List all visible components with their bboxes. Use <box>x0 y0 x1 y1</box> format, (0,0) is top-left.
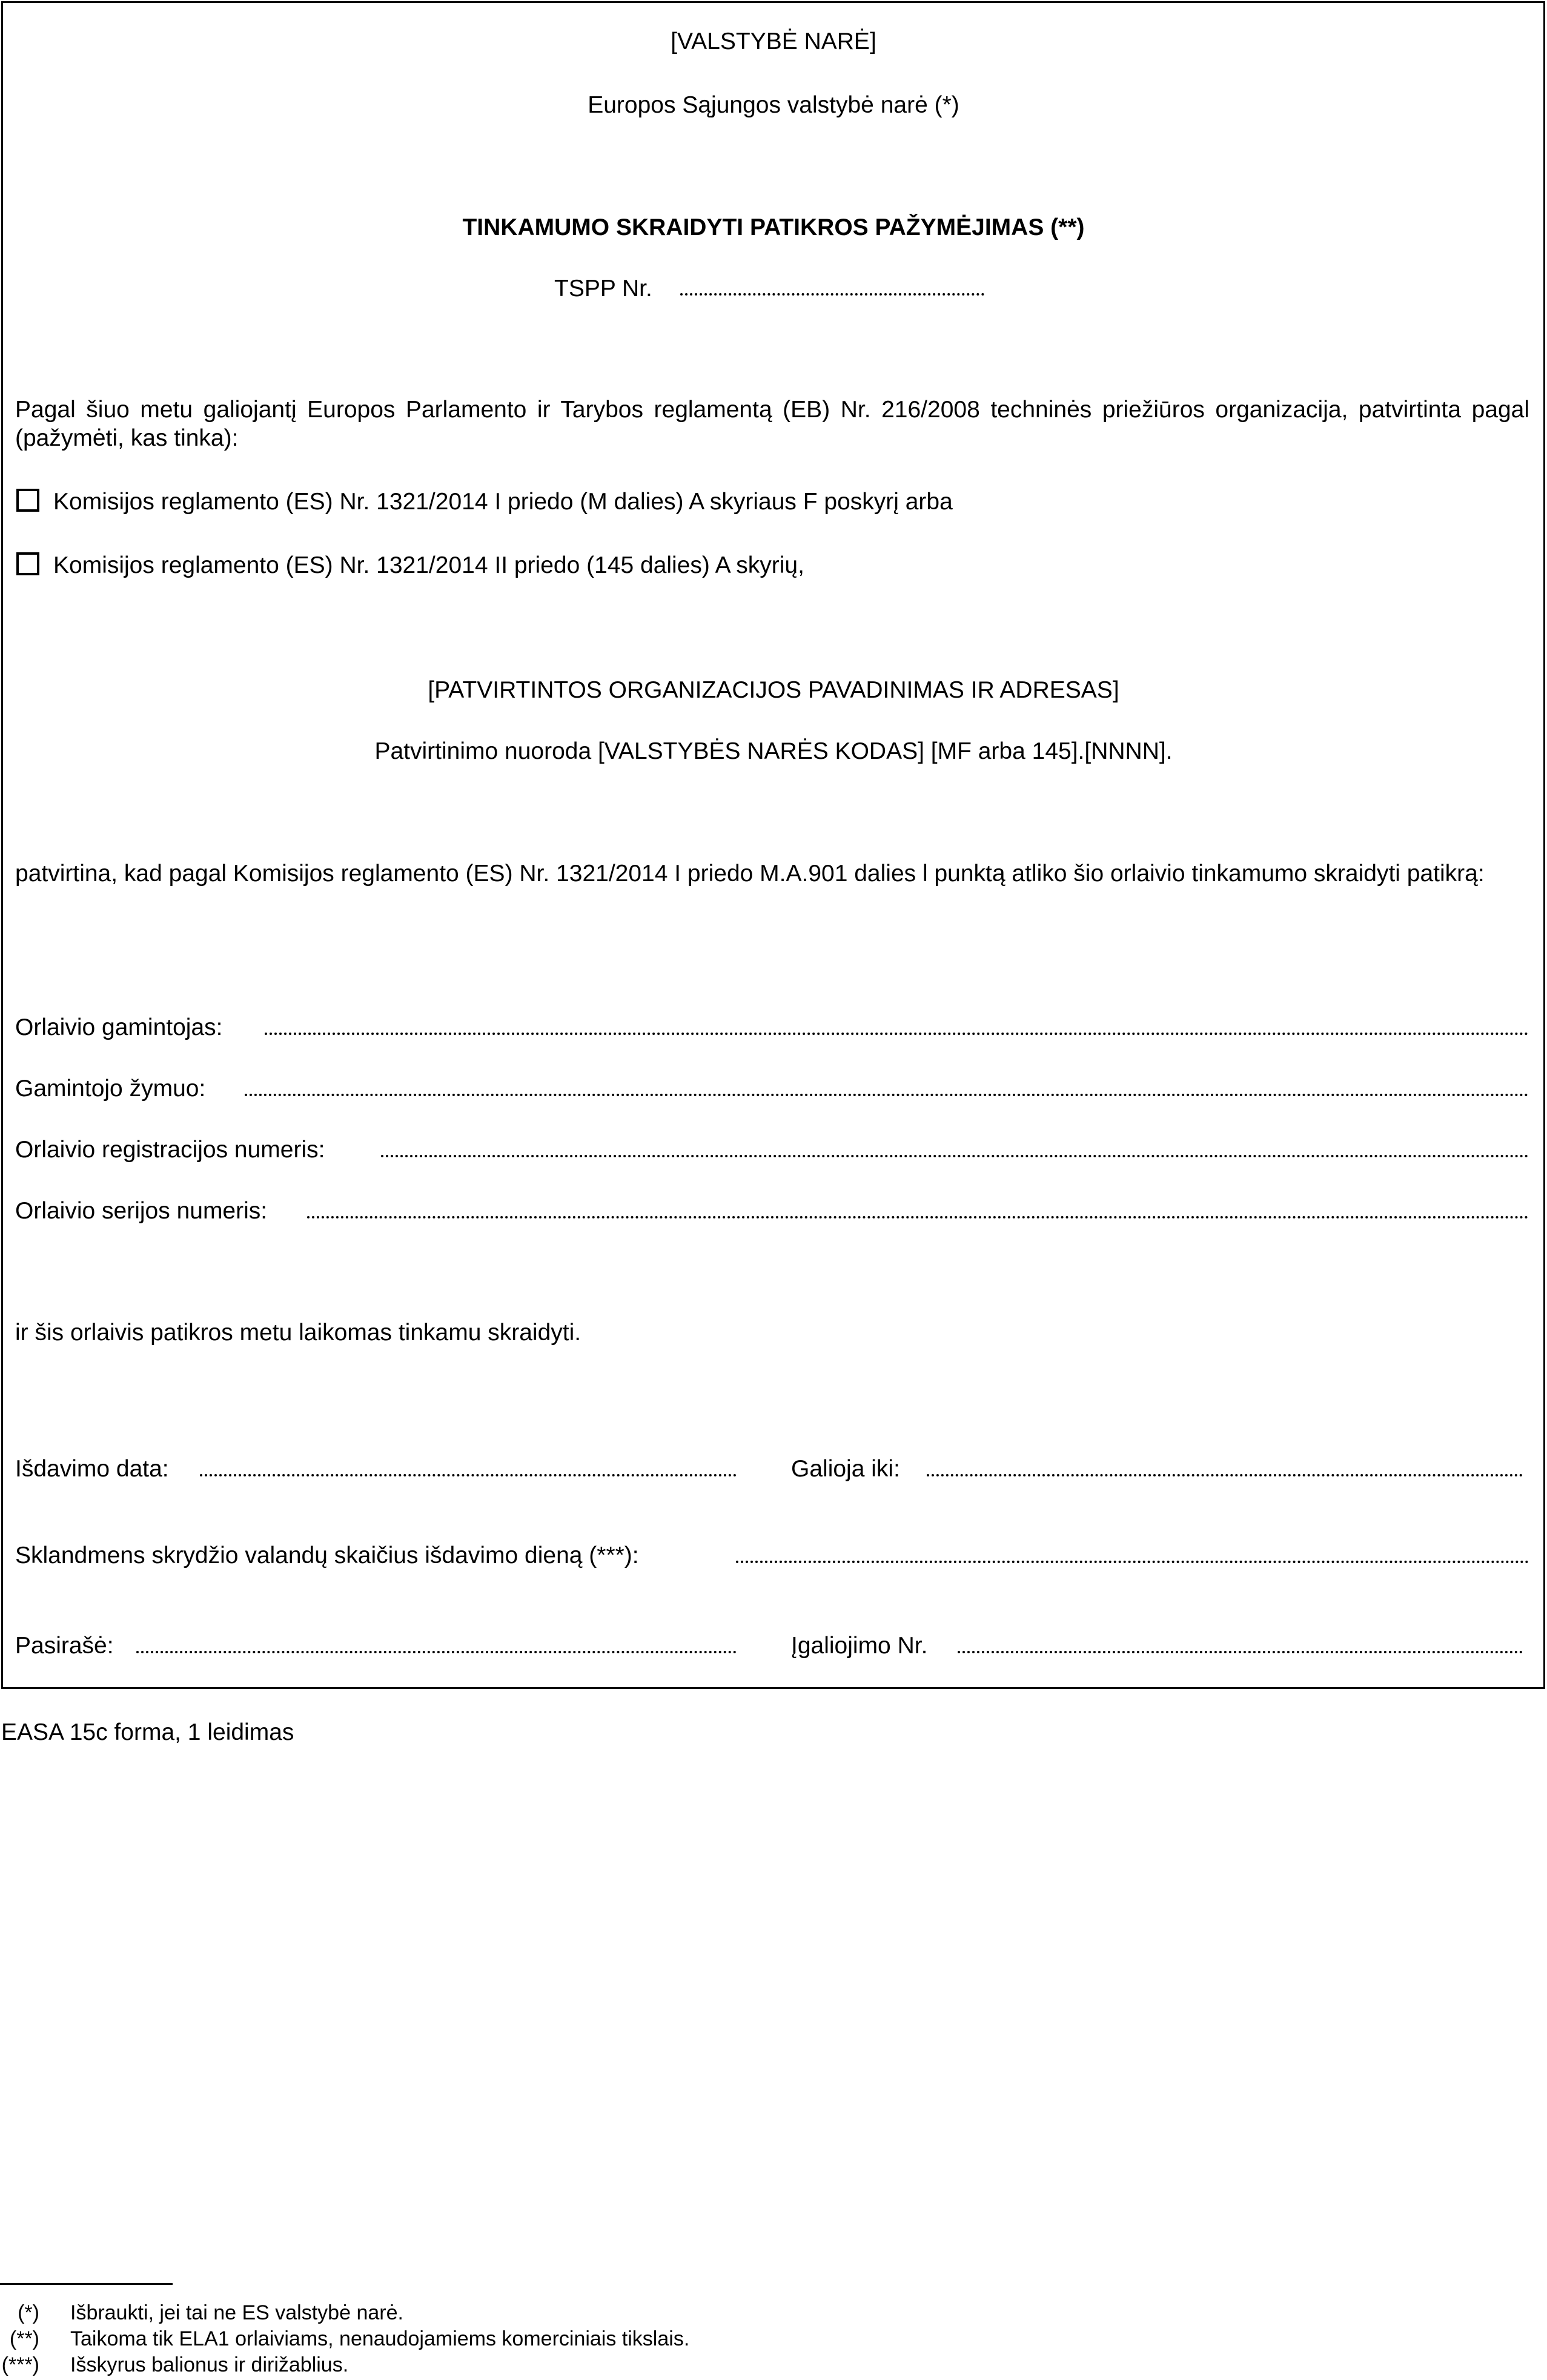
form-identifier: EASA 15c forma, 1 leidimas <box>1 1719 294 1745</box>
eu-member-line: Europos Sąjungos valstybė narė (*) <box>588 92 959 118</box>
manufacturer-field[interactable] <box>265 1033 1529 1035</box>
valid-until-field[interactable] <box>927 1474 1523 1476</box>
footnote-3-mark: (***) <box>1 2353 39 2376</box>
certificate-frame <box>1 1 1545 1689</box>
authorisation-field[interactable] <box>958 1651 1523 1653</box>
glider-hours-field[interactable] <box>736 1561 1529 1563</box>
option-2-checkbox[interactable] <box>16 552 39 575</box>
footnote-1-mark: (*) <box>18 2301 39 2324</box>
option-2-label: Komisijos reglamento (ES) Nr. 1321/2014 II priedo (145 dalies) A skyrių, <box>53 552 804 578</box>
organisation-name: [PATVIRTINTOS ORGANIZACIJOS PAVADINIMAS IR ADRESAS] <box>428 677 1119 703</box>
serial-field[interactable] <box>307 1216 1529 1218</box>
designation-field[interactable] <box>245 1094 1529 1096</box>
signature-field[interactable] <box>136 1651 737 1653</box>
footnote-1-text: Išbraukti, jei tai ne ES valstybė narė. <box>70 2301 403 2324</box>
signed-label: Pasirašė: <box>15 1633 114 1659</box>
airworthy-statement: ir šis orlaivis patikros metu laikomas tinkamu skraidyti. <box>15 1320 581 1346</box>
tspp-label: TSPP Nr. <box>554 276 652 302</box>
authorisation-label: Įgaliojimo Nr. <box>791 1633 928 1659</box>
footnote-3-text: Išskyrus balionus ir dirižablius. <box>70 2353 349 2376</box>
registration-field[interactable] <box>381 1155 1529 1157</box>
manufacturer-label: Orlaivio gamintojas: <box>15 1014 223 1040</box>
designation-label: Gamintojo žymuo: <box>15 1076 206 1102</box>
option-1-checkbox[interactable] <box>16 489 39 512</box>
issue-date-field[interactable] <box>200 1474 737 1476</box>
intro-paragraph: Pagal šiuo metu galiojantį Europos Parlamento ir Tarybos reglamentą (EB) Nr. 216/2008 techninės priežiūros organizacija, patvirtinta pagal (pažymėti, kas tinka): <box>15 397 1529 451</box>
registration-label: Orlaivio registracijos numeris: <box>15 1137 325 1163</box>
confirmation-paragraph: patvirtina, kad pagal Komisijos reglamento (ES) Nr. 1321/2014 I priedo M.A.901 dalies l punktą atliko šio orlaivio tinkamumo skraidyti patikrą: <box>15 861 1485 887</box>
certificate-title: TINKAMUMO SKRAIDYTI PATIKROS PAŽYMĖJIMAS (**) <box>462 214 1085 240</box>
footnote-rule <box>0 2283 173 2285</box>
member-state-heading: [VALSTYBĖ NARĖ] <box>671 28 876 55</box>
valid-until-label: Galioja iki: <box>791 1456 900 1482</box>
issue-date-label: Išdavimo data: <box>15 1456 169 1482</box>
footnote-2-mark: (**) <box>9 2327 39 2350</box>
serial-label: Orlaivio serijos numeris: <box>15 1198 268 1224</box>
glider-hours-label: Sklandmens skrydžio valandų skaičius išdavimo dieną (***): <box>15 1542 639 1568</box>
tspp-number-field[interactable] <box>680 293 984 296</box>
footnote-2-text: Taikoma tik ELA1 orlaiviams, nenaudojamiems komerciniais tikslais. <box>70 2327 690 2350</box>
option-1-label: Komisijos reglamento (ES) Nr. 1321/2014 I priedo (M dalies) A skyriaus F poskyrį arba <box>53 489 953 515</box>
approval-reference: Patvirtinimo nuoroda [VALSTYBĖS NARĖS KODAS] [MF arba 145].[NNNN]. <box>374 738 1173 764</box>
